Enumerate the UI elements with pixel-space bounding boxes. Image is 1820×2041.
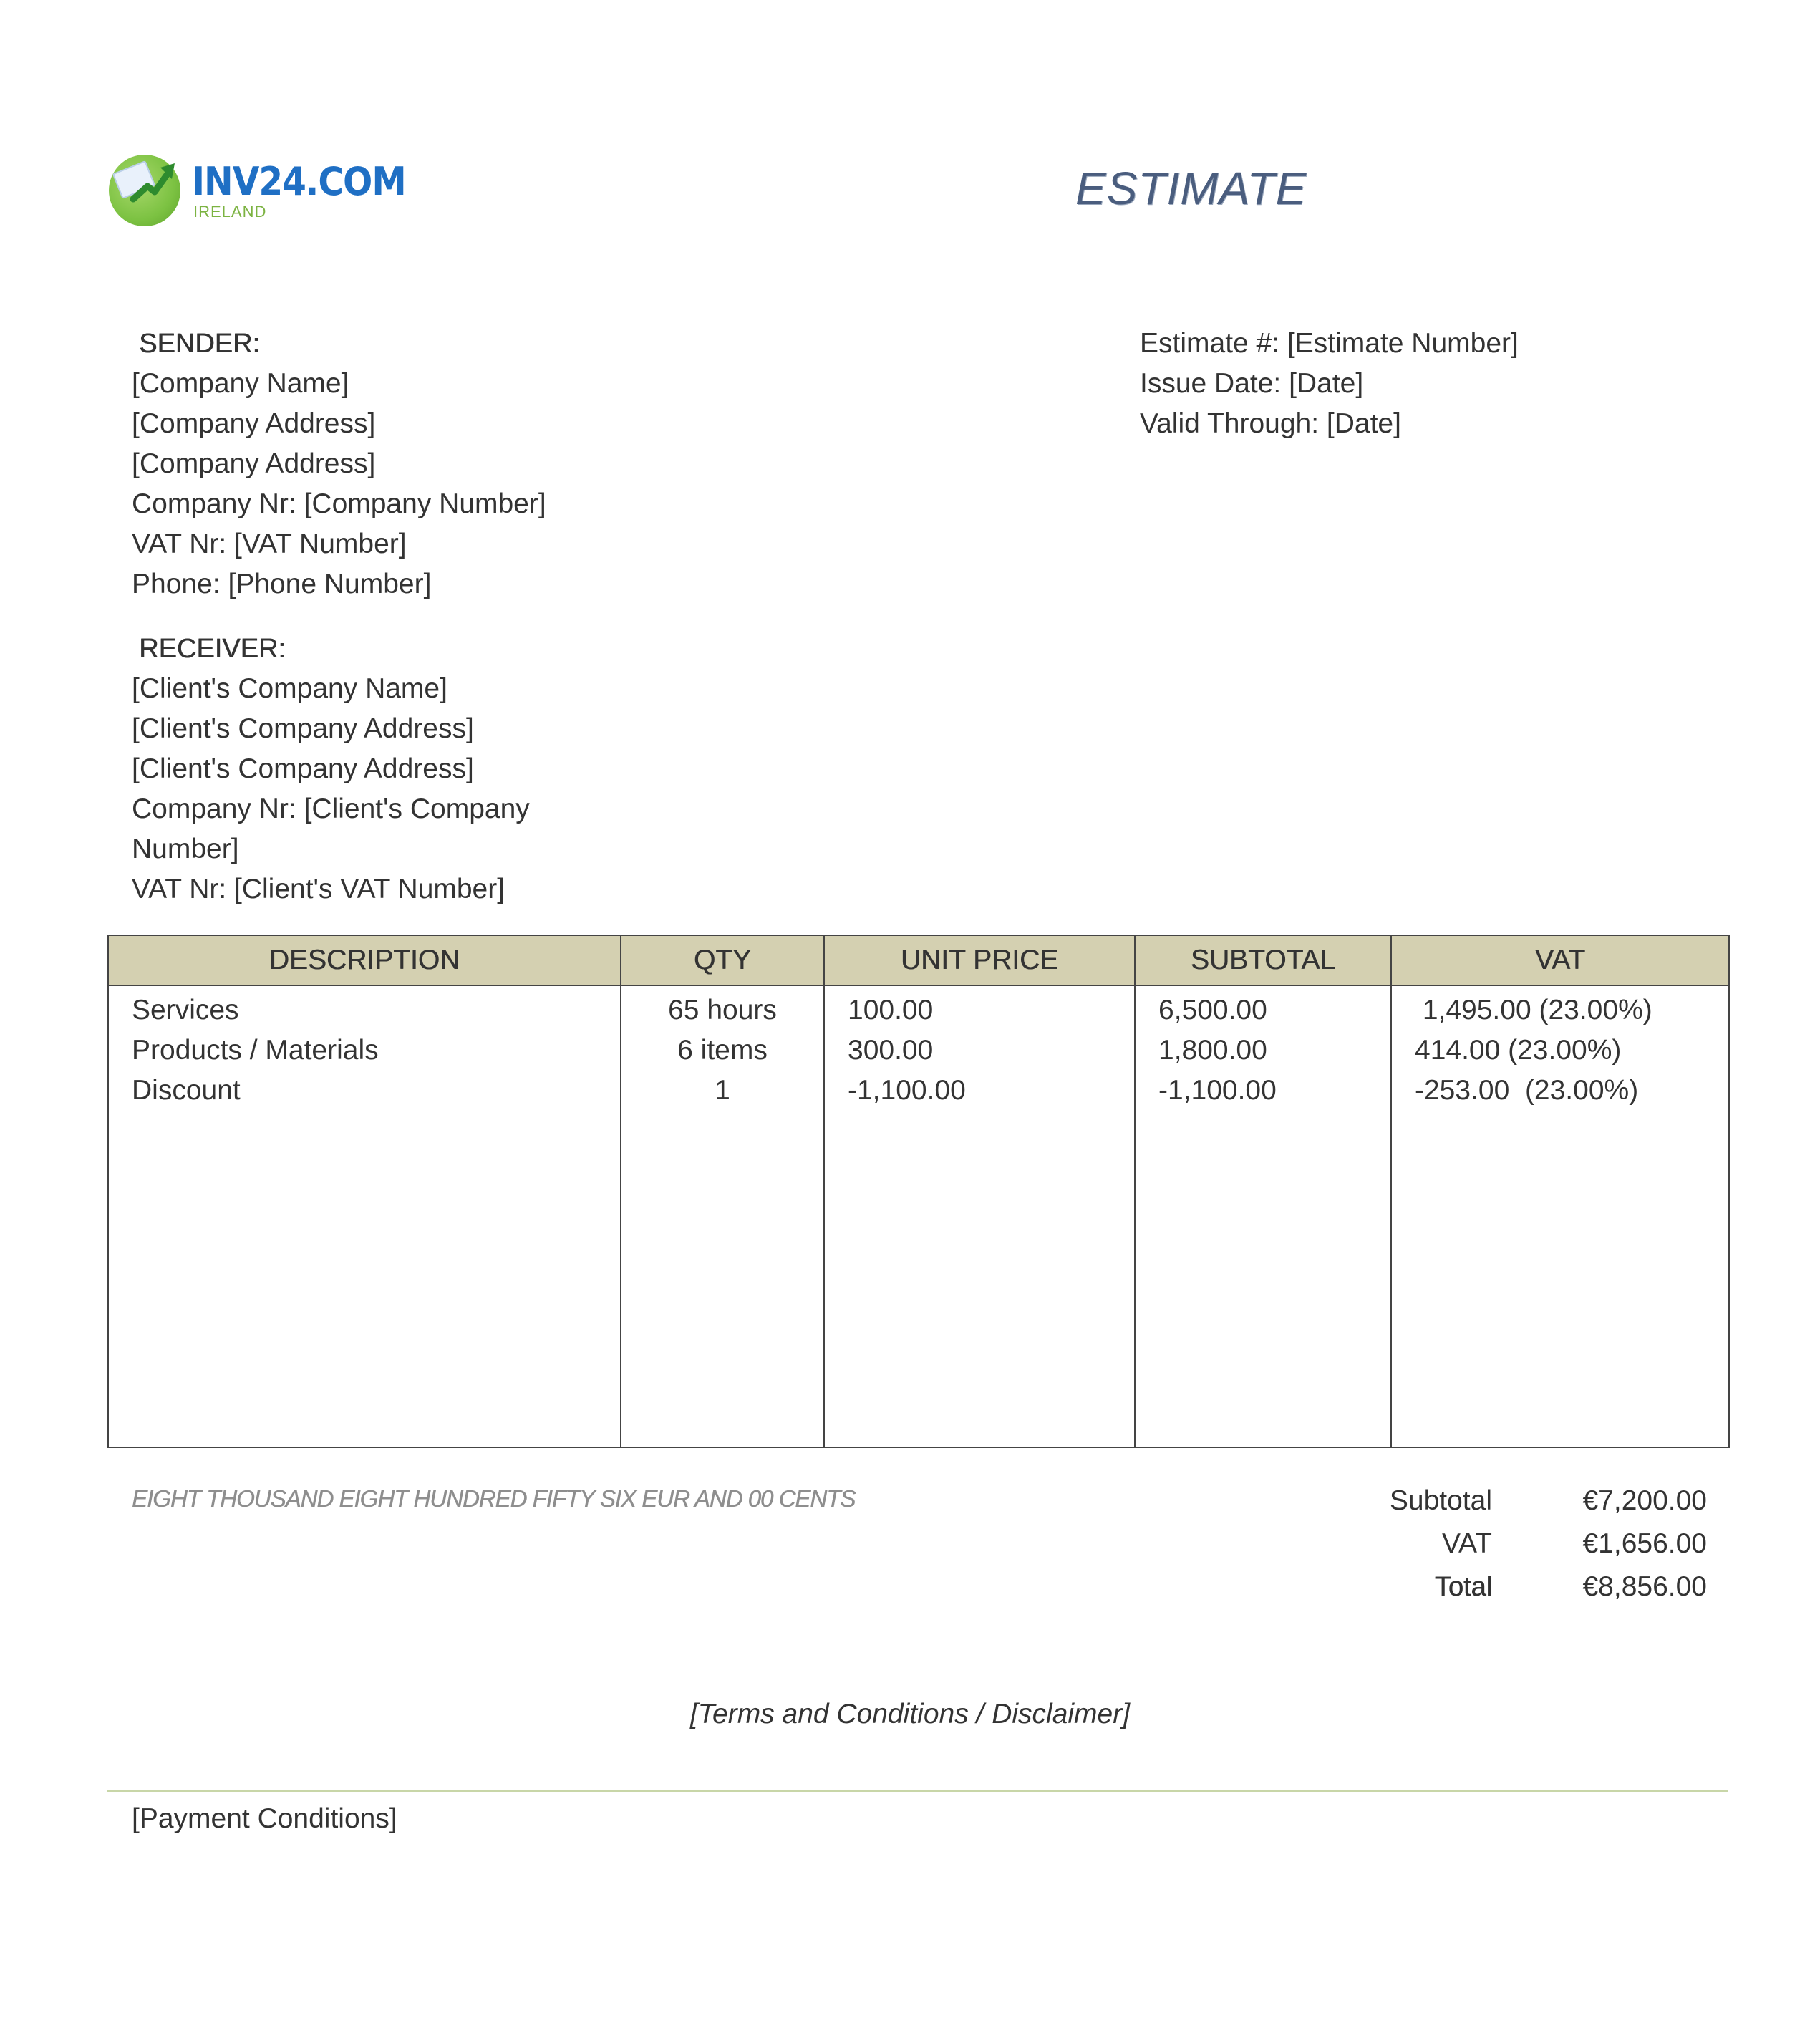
sender-heading: SENDER: [139,329,260,359]
amount-in-words: EIGHT THOUSAND EIGHT HUNDRED FIFTY SIX EUR AND 00 CENTS [132,1485,856,1512]
receiver-address-2: [Client's Company Address] [132,753,474,784]
item-vat: 414.00 (23.00%) [1415,1035,1622,1066]
header-description: DESCRIPTION [108,935,621,985]
item-qty: 1 [715,1075,730,1106]
sender-address-2: [Company Address] [132,448,376,479]
total-value: €8,856.00 [1582,1571,1707,1602]
logo-subtext: IRELAND [193,203,267,221]
table-header-row [108,935,1729,985]
issue-date: Issue Date: [Date] [1140,368,1364,399]
item-qty: 65 hours [668,995,777,1026]
item-description: Services [132,995,239,1026]
subtotal-value: €7,200.00 [1582,1485,1707,1516]
document-title: ESTIMATE [1075,163,1307,214]
receiver-heading: RECEIVER: [139,634,286,664]
receiver-company-name: [Client's Company Name] [132,673,447,704]
item-unit-price: -1,100.00 [848,1075,966,1106]
item-subtotal: -1,100.00 [1158,1075,1277,1106]
receiver-block [132,629,530,909]
header-unit-price: UNIT PRICE [824,935,1135,985]
sender-block [132,324,546,604]
item-subtotal: 6,500.00 [1158,995,1267,1026]
item-unit-price: 300.00 [848,1035,934,1066]
header-vat: VAT [1391,935,1729,985]
item-description: Products / Materials [132,1035,379,1066]
item-vat: -253.00 (23.00%) [1415,1075,1639,1106]
divider [107,1790,1728,1792]
unit-price-column [824,985,1135,1447]
table-body-row [108,985,1729,1447]
receiver-company-number: Company Nr: [Client's Company [132,793,530,824]
sender-address-1: [Company Address] [132,408,376,439]
logo [109,153,406,225]
total-label: Total [1434,1572,1492,1602]
valid-through: Valid Through: [Date] [1140,408,1401,439]
payment-conditions: [Payment Conditions] [132,1803,397,1834]
subtotal-label: Subtotal [1389,1485,1492,1516]
item-unit-price: 100.00 [848,995,934,1026]
sender-vat-number: VAT Nr: [VAT Number] [132,529,407,559]
vat-column [1391,985,1729,1447]
receiver-company-number-cont: Number] [132,834,239,864]
terms-and-conditions: [Terms and Conditions / Disclaimer] [689,1699,1131,1729]
receiver-address-1: [Client's Company Address] [132,713,474,744]
logo-text: INV24.COM [192,159,406,204]
qty-column [621,985,824,1447]
header-subtotal: SUBTOTAL [1135,935,1391,985]
header-qty: QTY [621,935,824,985]
receiver-vat-number: VAT Nr: [Client's VAT Number] [132,874,505,904]
vat-label: VAT [1441,1528,1492,1559]
sender-company-number: Company Nr: [Company Number] [132,488,546,519]
items-table [107,935,1730,1448]
sender-phone: Phone: [Phone Number] [132,569,432,599]
vat-value: €1,656.00 [1582,1528,1707,1559]
totals-block [1217,1481,1707,1610]
subtotal-column [1135,985,1391,1447]
item-vat: 1,495.00 (23.00%) [1415,995,1652,1026]
description-column [108,985,621,1447]
sender-company-name: [Company Name] [132,368,349,399]
logo-arrow-icon [129,158,179,208]
estimate-number: Estimate #: [Estimate Number] [1140,328,1519,359]
item-qty: 6 items [677,1035,768,1066]
estimate-meta [1140,324,1519,444]
item-subtotal: 1,800.00 [1158,1035,1267,1066]
item-description: Discount [132,1075,241,1106]
